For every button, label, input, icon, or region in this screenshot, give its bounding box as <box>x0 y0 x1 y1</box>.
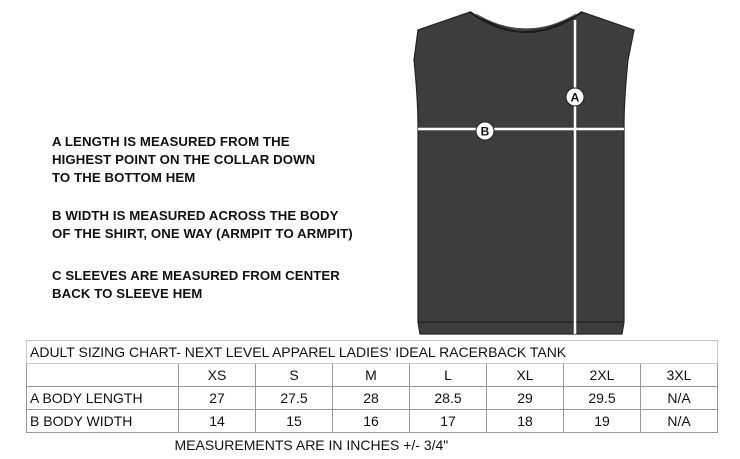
sizing-chart-title: ADULT SIZING CHART- NEXT LEVEL APPAREL LADIES' IDEAL RACERBACK TANK <box>27 341 718 364</box>
table-cell: N/A <box>641 387 718 410</box>
instruction-sleeves-line-1: C SLEEVES ARE MEASURED FROM CENTER <box>52 268 340 283</box>
table-cell: 29 <box>487 387 564 410</box>
instruction-sleeves <box>52 267 340 303</box>
instruction-length <box>52 133 315 187</box>
table-cell: 27.5 <box>256 387 333 410</box>
instruction-width-line-2: OF THE SHIRT, ONE WAY (ARMPIT TO ARMPIT) <box>52 226 353 241</box>
instruction-sleeves-line-2: BACK TO SLEEVE HEM <box>52 286 203 301</box>
tank-top-diagram <box>410 4 642 338</box>
instruction-length-line-3: TO THE BOTTOM HEM <box>52 170 196 185</box>
sizing-table <box>26 340 718 457</box>
table-cell: 15 <box>256 410 333 433</box>
sizing-chart <box>26 340 718 457</box>
table-cell: 16 <box>333 410 410 433</box>
size-header-l: L <box>410 364 487 387</box>
instruction-width <box>52 207 353 243</box>
size-header-xs: XS <box>179 364 256 387</box>
row-label-body-length: A BODY LENGTH <box>27 387 179 410</box>
marker-b-label: B <box>480 124 490 139</box>
size-header-row <box>27 364 718 387</box>
marker-a-label: A <box>570 90 580 105</box>
measurement-note: MEASUREMENTS ARE IN INCHES +/- 3/4" <box>174 437 449 453</box>
table-row-body-width <box>27 410 718 433</box>
table-cell: N/A <box>641 410 718 433</box>
size-header-m: M <box>333 364 410 387</box>
table-cell: 14 <box>179 410 256 433</box>
table-cell: 29.5 <box>564 387 641 410</box>
table-cell: 27 <box>179 387 256 410</box>
row-label-body-width: B BODY WIDTH <box>27 410 179 433</box>
table-cell: 19 <box>564 410 641 433</box>
table-cell: 17 <box>410 410 487 433</box>
table-cell: 18 <box>487 410 564 433</box>
size-header-xl: XL <box>487 364 564 387</box>
tank-body-shape <box>414 12 634 334</box>
table-row-body-length <box>27 387 718 410</box>
size-header-3xl: 3XL <box>641 364 718 387</box>
instruction-width-line-1: B WIDTH IS MEASURED ACROSS THE BODY <box>52 208 339 223</box>
size-header-s: S <box>256 364 333 387</box>
table-cell: 28.5 <box>410 387 487 410</box>
header-blank-cell <box>27 364 179 387</box>
size-header-2xl: 2XL <box>564 364 641 387</box>
instruction-length-line-2: HIGHEST POINT ON THE COLLAR DOWN <box>52 152 316 167</box>
table-cell: 28 <box>333 387 410 410</box>
instruction-length-line-1: A LENGTH IS MEASURED FROM THE <box>52 134 290 149</box>
